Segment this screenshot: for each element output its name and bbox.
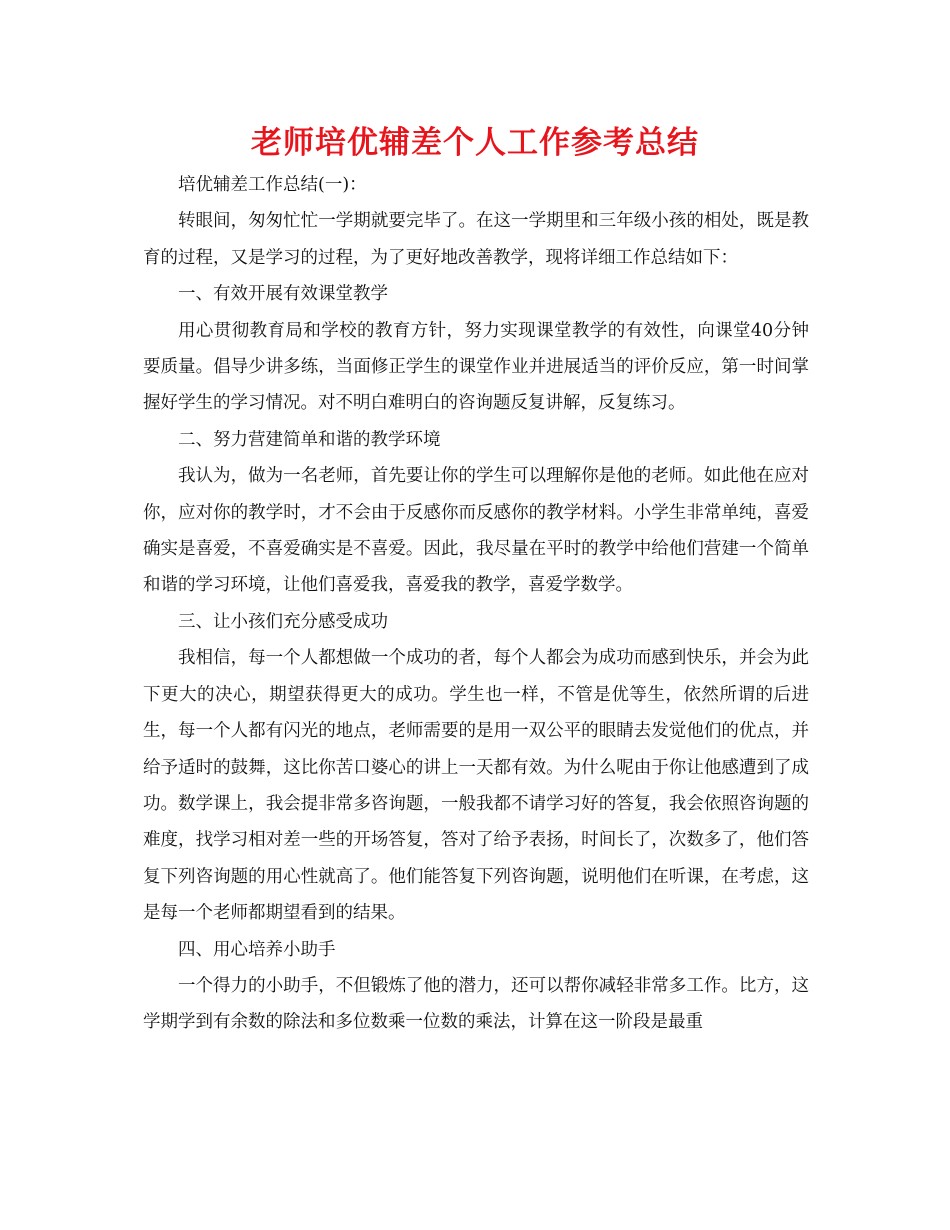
paragraph-section-1: 用心贯彻教育局和学校的教育方针，努力实现课堂教学的有效性，向课堂40分钟要质量。倡导少讲多练，当面修正学生的课堂作业并进展适当的评价反应，第一时间掌握好学生的学习情况。对不明白难明白的咨询题反复讲解，反复练习。 (143, 320, 809, 414)
document-title: 老师培优辅差个人工作参考总结 (251, 125, 699, 161)
heading-section-2: 二、努力营建简单和谐的教学环境 (178, 429, 441, 450)
paragraph-intro: 转眼间，匆匆忙忙一学期就要完毕了。在这一学期里和三年级小孩的相处，既是教育的过程，又是学习的过程，为了更好地改善教学，现将详细工作总结如下： (143, 211, 809, 268)
section-subtitle: 培优辅差工作总结(一)： (178, 175, 367, 195)
paragraph-section-4: 一个得力的小助手，不但锻炼了他的潜力，还可以帮你减轻非常多工作。比方，这学期学到有余数的除法和多位数乘一位数的乘法，计算在这一阶段是最重 (143, 975, 809, 1033)
paragraph-section-3: 我相信，每一个人都想做一个成功的者，每个人都会为成功而感到快乐，并会为此下更大的决心，期望获得更大的成功。学生也一样，不管是优等生，依然所谓的后进生，每一个人都有闪光的地点，老师需要的是用一双公平的眼睛去发觉他们的优点，并给予适时的鼓舞，这比你苦口婆心的讲上一天都有效。为什么呢由于你让他感遭到了成功。数学课上，我会提非常多咨询题，一般我都不请学习好的答复，我会依照咨询题的难度，找学习相对差一些的开场答复，答对了给予表扬，时间长了，次数多了，他们答复下列咨询题的用心性就高了。他们能答复下列咨询题，说明他们在听课，在考虑，这是每一个老师都期望看到的结果。 (143, 648, 809, 924)
heading-section-1: 一、有效开展有效课堂教学 (178, 284, 388, 305)
heading-section-4: 四、用心培养小助手 (178, 939, 336, 960)
heading-section-3: 三、让小孩们充分感受成功 (178, 611, 388, 632)
document-body (143, 167, 809, 1041)
paragraph-section-2: 我认为，做为一名老师，首先要让你的学生可以理解你是他的老师。如此他在应对你，应对你的教学时，才不会由于反感你而反感你的教学材料。小学生非常单纯，喜爱确实是喜爱，不喜爱确实是不喜爱。因此，我尽量在平时的教学中给他们营建一个简单和谐的学习环境，让他们喜爱我，喜爱我的教学，喜爱学数学。 (143, 466, 809, 596)
